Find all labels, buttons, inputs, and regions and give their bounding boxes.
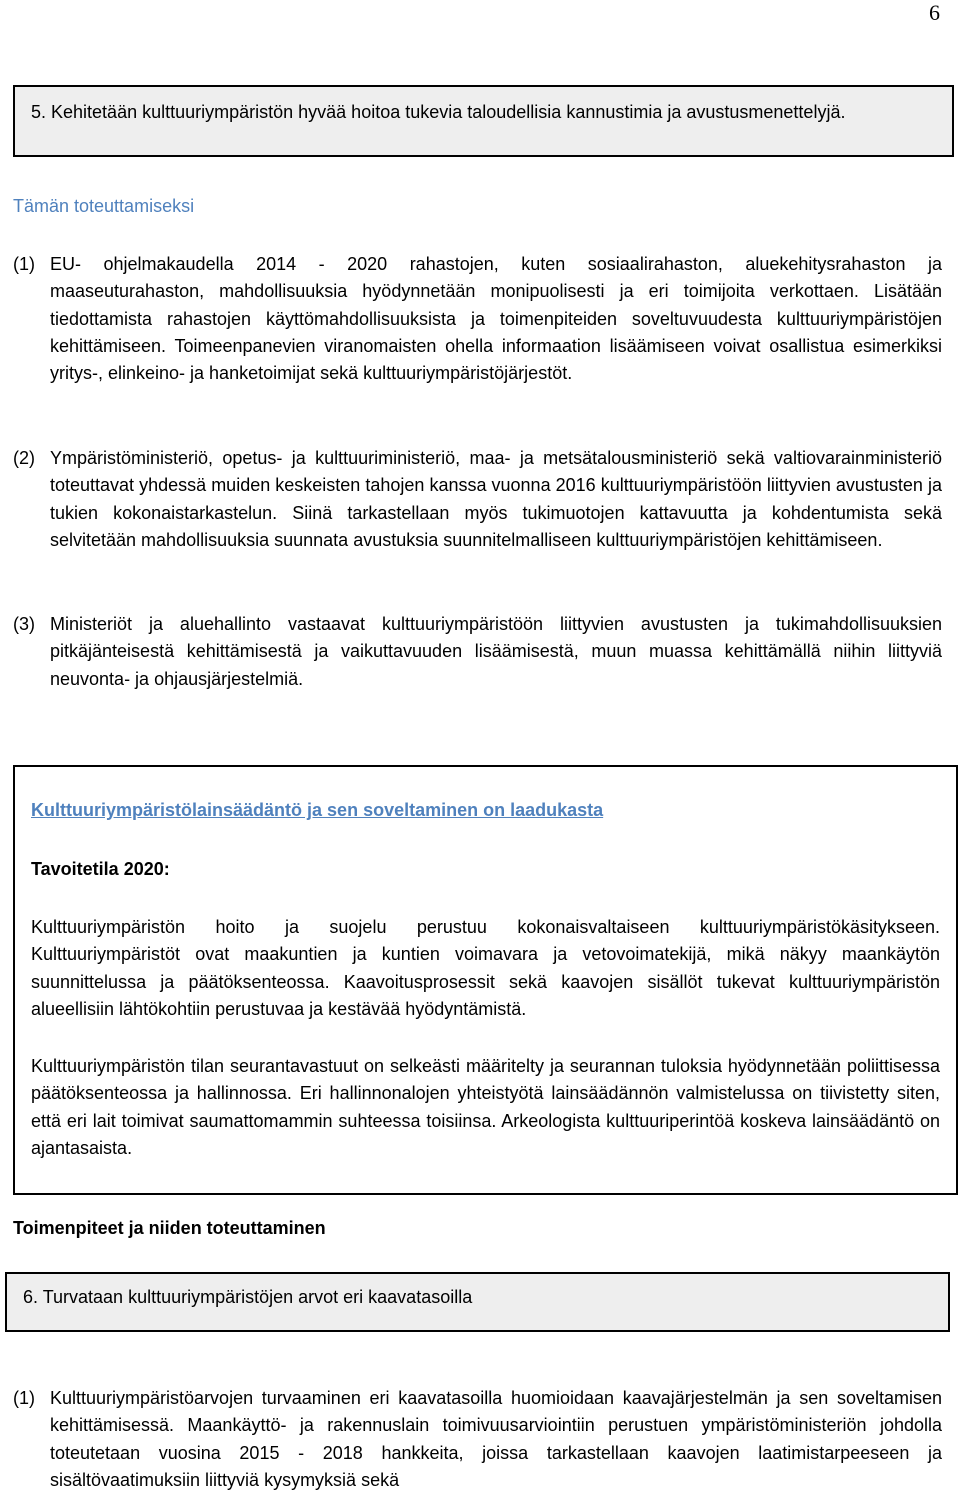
goal-5-box	[13, 85, 954, 157]
list-item	[13, 251, 942, 387]
measures-heading: Toimenpiteet ja niiden toteuttaminen	[13, 1218, 326, 1238]
item-number: (1)	[13, 254, 35, 274]
goal-6-box	[5, 1272, 950, 1332]
box-title: Kulttuuriympäristölainsäädäntö ja sen soveltaminen on laadukasta	[31, 800, 604, 820]
page-number: 6	[929, 0, 940, 25]
box-paragraph: Kulttuuriympäristön tilan seurantavastuut on selkeästi määritelty ja seurannan tuloksia hyödynnetään poliittisessa päätöksenteossa ja hallinnossa. Eri hallinnonalojen yhteistyötä lainsäädännön valmistelussa on tiivistetty siten, että eri lait toimivat saumattomammin suhteessa toisiinsa. Arkeologista kulttuuriperintöä koskeva lainsäädäntö on ajantasaista.	[31, 1056, 940, 1159]
item-text: EU- ohjelmakaudella 2014 - 2020 rahastojen, kuten sosiaalirahaston, aluekehitysrahaston ja maaseuturahaston, mahdollisuuksia hyödynnetään monipuolisesti ja eri toimijoita verkottaen. Lisätään tiedottamista rahastojen käyttömahdollisuuksista ja toimenpiteiden soveltuvuudesta kulttuuriympäristöjen kehittämiseen. Toimeenpanevien viranomaisten ohella informaation lisäämiseen voivat osallistua esimerkiksi yritys-, elinkeino- ja hanketoimijat sekä kulttuuriympäristöjärjestöt.	[50, 254, 942, 384]
list-item	[13, 445, 942, 554]
item-text: Ympäristöministeriö, opetus- ja kulttuuriministeriö, maa- ja metsätalousministeriö sekä valtiovarainministeriö toteuttavat yhdessä muiden keskeisten tahojen kanssa vuonna 2016 kulttuuriympäristöön liittyvien avustusten ja tukien kokonaistarkastelun. Siinä tarkastellaan myös tukimuotojen kattavuutta ja kohdentumista sekä selvitetään mahdollisuuksia suunnata avustuksia suunnitelmalliseen kulttuuriympäristöjen kehittämiseen.	[50, 448, 942, 550]
goal-5-text: 5. Kehitetään kulttuuriympäristön hyvää hoitoa tukevia taloudellisia kannustimia ja avustusmenettelyjä.	[31, 102, 846, 122]
item-number: (1)	[13, 1388, 35, 1408]
goal-6-text: 6. Turvataan kulttuuriympäristöjen arvot eri kaavatasoilla	[23, 1287, 473, 1307]
item-text: Kulttuuriympäristöarvojen turvaaminen eri kaavatasoilla huomioidaan kaavajärjestelmän ja sen soveltamisen kehittämisessä. Maankäyttö- ja rakennuslain toimivuusarviointiin perustuen ympäristöministeriön johdolla toteutetaan vuosina 2015 - 2018 hankkeita, joissa tarkastellaan kaavojen laatimistarpeeseen ja sisältövaatimuksiin liittyviä kysymyksiä sekä	[50, 1388, 942, 1490]
item-text: Ministeriöt ja aluehallinto vastaavat kulttuuriympäristöön liittyvien avustusten ja tukimahdollisuuksien pitkäjänteisestä kehittämisestä ja vaikuttavuuden lisäämisestä, muun muassa kehittämällä niihin liittyviä neuvonta- ja ohjausjärjestelmiä.	[50, 614, 942, 689]
list-item	[13, 1385, 942, 1494]
target-state-box	[13, 765, 958, 1195]
list-item	[13, 611, 942, 693]
item-number: (2)	[13, 448, 35, 468]
box-paragraph: Kulttuuriympäristön hoito ja suojelu perustuu kokonaisvaltaiseen kulttuuriympäristökäsitykseen. Kulttuuriympäristöt ovat maakuntien ja kuntien voimavara ja vetovoimatekijä, mikä näkyy maankäytön suunnittelussa ja päätöksenteossa. Kaavoitusprosessit sekä kaavojen sisällöt tukevat kulttuuriympäristön alueellisiin lähtökohtiin perustuvaa ja kestävää hyödyntämistä.	[31, 917, 940, 1019]
implementation-heading: Tämän toteuttamiseksi	[13, 196, 195, 216]
item-number: (3)	[13, 614, 35, 634]
box-subtitle: Tavoitetila 2020:	[31, 859, 170, 879]
